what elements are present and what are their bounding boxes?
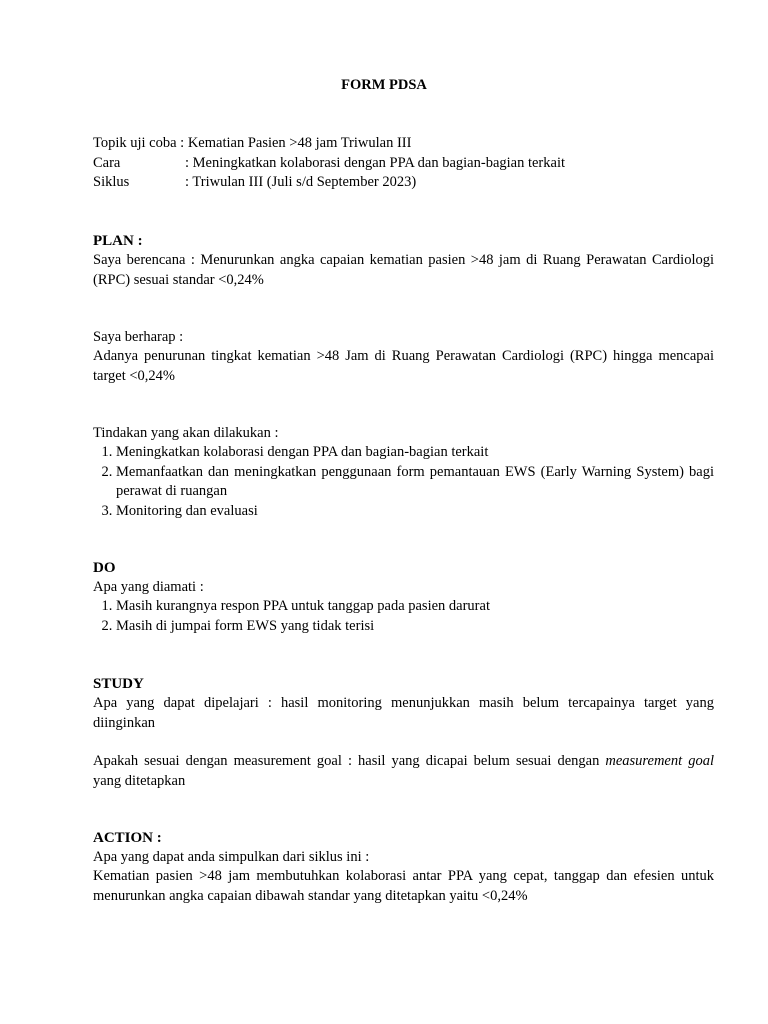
- siklus-value: : Triwulan III (Juli s/d September 2023): [185, 174, 417, 190]
- plan-berharap-text: Adanya penurunan tingkat kematian >48 Jam di Ruang Perawatan Cardiologi (RPC) hingga mencapai target <0,24%: [93, 348, 714, 384]
- study-sesuai-suffix: yang ditetapkan: [93, 772, 186, 789]
- study-heading: STUDY: [93, 676, 144, 692]
- study-sesuai-italic: measurement goal: [605, 753, 714, 769]
- list-item: 1. Masih kurangnya respon PPA untuk tanggap pada pasien darurat: [116, 597, 714, 617]
- plan-tindakan-list: [93, 443, 714, 521]
- action-heading: ACTION :: [93, 830, 162, 846]
- document-title: FORM PDSA: [341, 77, 427, 93]
- siklus-line: [93, 173, 714, 193]
- do-diamati-label: Apa yang diamati :: [93, 579, 204, 595]
- plan-berharap-label: Saya berharap :: [93, 329, 184, 345]
- study-sesuai-prefix: Apakah sesuai dengan measurement goal : hasil yang dicapai belum sesuai dengan: [93, 753, 606, 769]
- plan-tindakan-label: Tindakan yang akan dilakukan :: [93, 425, 279, 441]
- plan-berencana: Saya berencana : Menurunkan angka capaian kematian pasien >48 jam di Ruang Perawatan Cardiologi (RPC) sesuai standar <0,24%: [93, 252, 714, 288]
- do-list: [93, 597, 714, 636]
- plan-heading: PLAN :: [93, 233, 143, 249]
- list-item: 2. Memanfaatkan dan meningkatkan penggunaan form pemantauan EWS (Early Warning System) bagi perawat di ruangan: [116, 463, 714, 502]
- list-item: 3. Monitoring dan evaluasi: [116, 502, 714, 522]
- list-item: 2. Masih di jumpai form EWS yang tidak terisi: [116, 617, 714, 637]
- cara-line: [93, 154, 714, 174]
- action-simpulkan-text: Kematian pasien >48 jam membutuhkan kolaborasi antar PPA yang cepat, tanggap dan efesien untuk menurunkan angka capaian dibawah standar yang ditetapkan yaitu <0,24%: [93, 868, 714, 904]
- study-measurement-goal: [93, 752, 714, 791]
- meta-section: [93, 134, 714, 193]
- do-heading: DO: [93, 560, 116, 576]
- topik-line: Topik uji coba : Kematian Pasien >48 jam Triwulan III: [93, 135, 412, 151]
- study-dipelajari: Apa yang dapat dipelajari : hasil monitoring menunjukkan masih belum tercapainya target yang diinginkan: [93, 695, 714, 731]
- cara-label: Cara: [93, 154, 121, 171]
- siklus-label: Siklus: [93, 174, 130, 190]
- action-simpulkan-label: Apa yang dapat anda simpulkan dari siklus ini :: [93, 849, 370, 865]
- cara-value: : Meningkatkan kolaborasi dengan PPA dan bagian-bagian terkait: [185, 154, 566, 171]
- list-item: 1. Meningkatkan kolaborasi dengan PPA dan bagian-bagian terkait: [116, 443, 714, 463]
